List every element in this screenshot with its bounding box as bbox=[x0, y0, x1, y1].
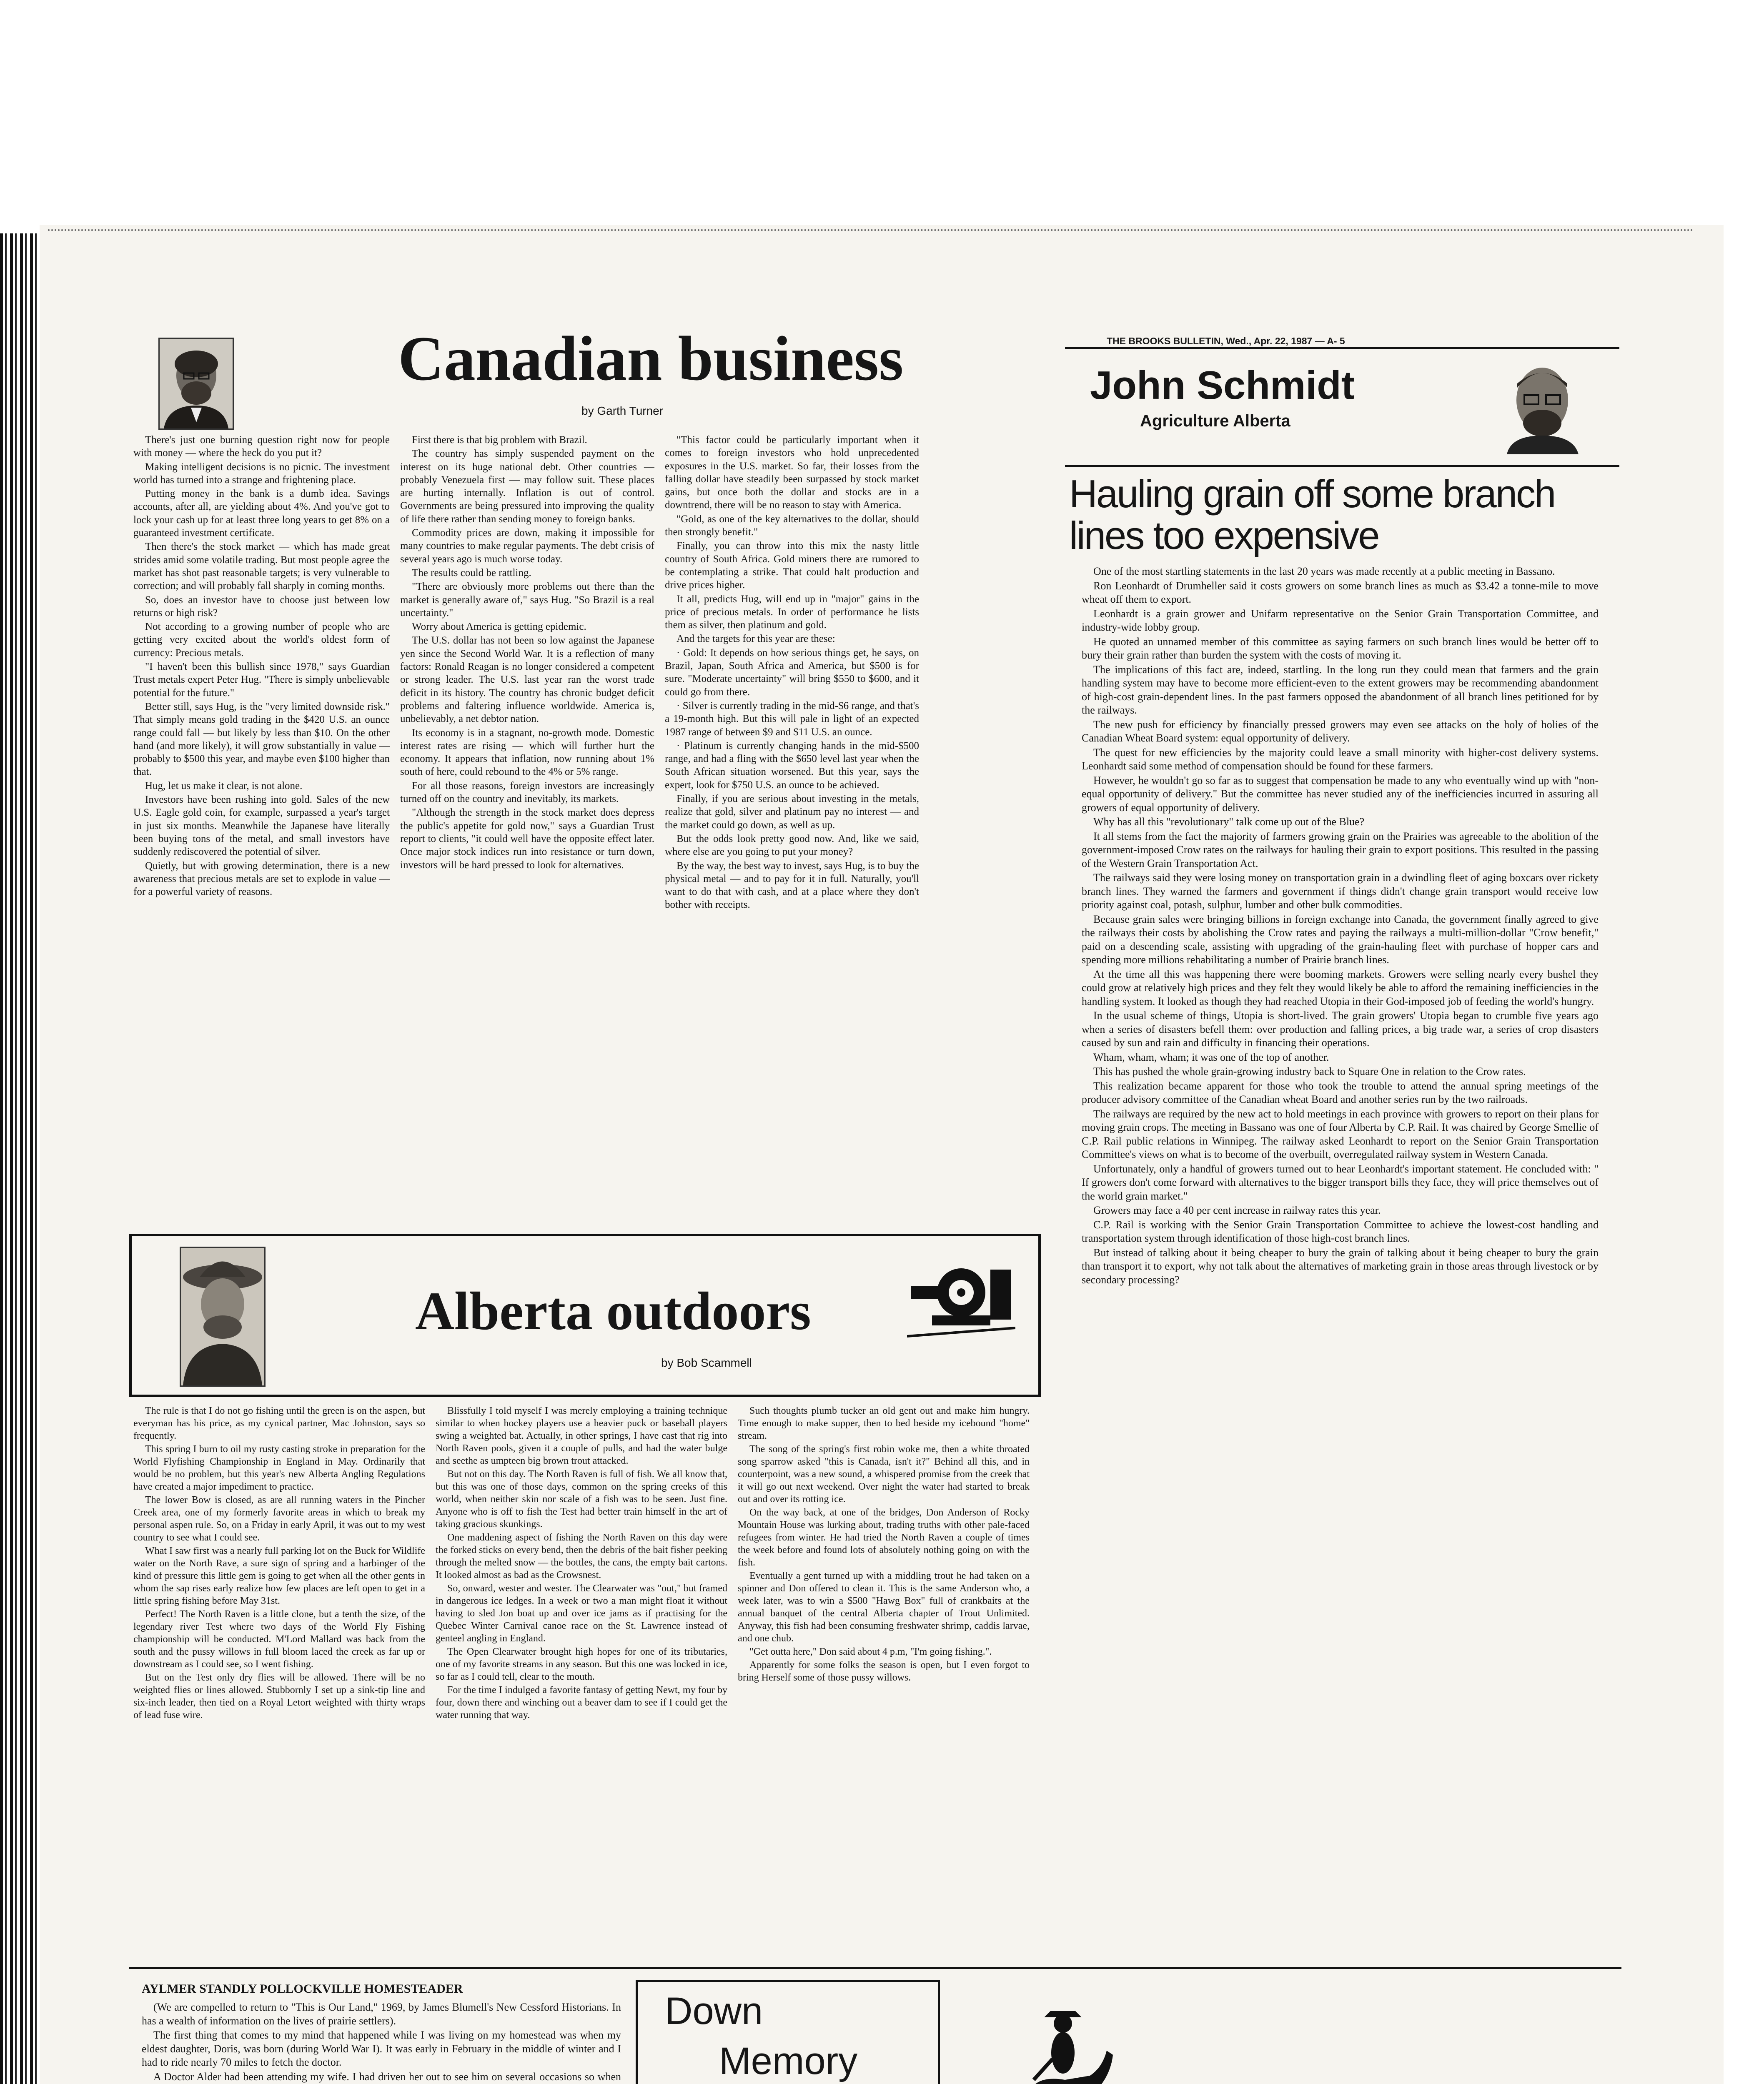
logo-word-down: Down bbox=[665, 1990, 763, 2032]
column-subtitle-agriculture-alberta: Agriculture Alberta bbox=[1140, 412, 1290, 430]
paragraph: But instead of talking about it being cheaper to bury the grain of talking about it being cheaper to bury the grain than transport it to export, why not talk about the alternatives of marketing grain in those areas through livestock or by secondary processing? bbox=[1082, 1246, 1599, 1286]
paragraph: The country has simply suspended payment on the interest on its huge national debt. Other countries — probably Venezuela first — may follow suit. These places are hurting internally. Inflation is out of control. Governments are being pressured into improving the quality of life there rather than sending money to foreign banks. bbox=[400, 448, 654, 525]
paragraph: Apparently for some folks the season is open, but I even forgot to bring Herself some of those pussy willows. bbox=[738, 1660, 1030, 1683]
paragraph: The rule is that I do not go fishing until the green is on the aspen, but everyman has his price, as my cynical partner, Mac Johnston, says so frequently. bbox=[133, 1405, 425, 1441]
paragraph: Its economy is in a stagnant, no-growth mode. Domestic interest rates are rising — which will further hurt the economy. It appears that inflation, now running about 1% south of here, could rebound to the 4% or 5% range. bbox=[400, 727, 654, 778]
logo-word-memory: Memory bbox=[719, 2040, 858, 2082]
paragraph: Because grain sales were bringing billions in foreign exchange into Canada, the government finally agreed to give the railways their costs by abolishing the Crow rates and paying the railways a multi-million-dollar "Crow benefit," paid on a descending scale, assisting with upgrading of the grain-hauling fleet with purchase of hopper cars and spending more millions rehabilitating a number of Prairie branch lines. bbox=[1082, 913, 1599, 966]
paragraph: There's just one burning question right now for people with money — where the heck do you put it? bbox=[133, 434, 390, 459]
paragraph: Worry about America is getting epidemic. bbox=[412, 621, 586, 633]
business-column-3 bbox=[665, 433, 919, 1305]
paragraph: By the way, the best way to invest, says Hug, is to buy the physical metal — and to pay for it in full. Naturally, you'll want to do that with cash, and at a place where they don't bother with receipts. bbox=[665, 860, 919, 911]
paragraph: A Doctor Alder had been attending my wife. I had driven her out to see him on several occasions so when bbox=[153, 2070, 621, 2083]
schmidt-column bbox=[1082, 565, 1599, 2024]
outdoors-column-2 bbox=[436, 1405, 727, 1959]
headline-alberta-outdoors: Alberta outdoors bbox=[415, 1281, 811, 1341]
paragraph: The railways said they were losing money on transportation grain in a dwindling fleet of aging boxcars over rickety branch lines. They warned the farmers and government if things didn't change grain transport would receive low priority against coal, potash, sulphur, lumber and other bulk commodities. bbox=[1082, 872, 1599, 911]
paragraph: "There are obviously more problems out there than the market is generally aware of," says Hug. "So Brazil is a real uncertainty." bbox=[400, 581, 654, 619]
columnist-photo-john-schmidt bbox=[1498, 358, 1586, 454]
paragraph: Eventually a gent turned up with a middling trout he had taken on a spinner and Don offered to clean it. This is the same Anderson who, a week later, was to win a $500 "Hawg Box" full of crankbaits at the annual banquet of the central Alberta chapter of Trout Unlimited. Anyway, this fish had been consuming freshwater shrimp, caddis larvae, and one chub. bbox=[738, 1571, 1030, 1644]
business-column-2 bbox=[400, 433, 654, 1305]
paragraph: So, onward, wester and wester. The Clearwater was "out," but framed in dangerous ice ledges. In a week or two a man might float it without having to sled Jon boat up and over ice jams as if practising for the Quebec Winter Carnival canoe race on the St. Lawrence instead of genteel angling in England. bbox=[436, 1583, 727, 1644]
section-rule bbox=[129, 1967, 1621, 1969]
paragraph: This realization became apparent for those who took the trouble to attend the annual spring meetings of the producer advisory committee of the Canadian wheat Board and another series run by the two railroads. bbox=[1082, 1080, 1599, 1105]
columnist-photo-bob-scammell bbox=[180, 1247, 266, 1387]
paragraph: And the targets for this year are these: bbox=[677, 633, 835, 645]
paragraph: The quest for new efficiencies by the majority could leave a small minority with higher-cost delivery systems. Leonhardt said some method of compensation should be found for these farmers. bbox=[1082, 746, 1599, 772]
paragraph: The railways are required by the new act to hold meetings in each province with growers to report on their plans for moving grain crops. The meeting in Bassano was one of four Alberta by C.P. Rail. It was chaired by George Smellie of C.P. Rail public relations in Winnipeg. The railway asked Leonhardt to report on the Senior Grain Transportation Committee's views on what is to become of the overbuilt, overregulated railway system in Western Canada. bbox=[1082, 1107, 1599, 1160]
paragraph: First there is that big problem with Brazil. bbox=[412, 434, 587, 446]
top-fold-line bbox=[48, 229, 1694, 231]
horse-rider-illustration bbox=[994, 1984, 1119, 2084]
paragraph: In the usual scheme of things, Utopia is short-lived. The grain growers' Utopia began to crumble five years ago when a series of disasters befell them: over production and falling prices, a big trade war, a series of crop disasters caused by sun and rain and difficulty in financing their operations. bbox=[1082, 1009, 1599, 1049]
paragraph: The U.S. dollar has not been so low against the Japanese yen since the Second World War. It is a reflection of many factors: Ronald Reagan is no longer considered a competent or strong leader. The U.S. last year ran the worst trade deficit in its history. The country has chronic budget deficit problems and faltering influence worldwide. America is, unbelievably, a net debtor nation. bbox=[400, 635, 654, 725]
paragraph: Not according to a growing number of people who are getting very excited about the world's oldest form of currency: Precious metals. bbox=[133, 621, 390, 659]
columnist-photo-garth-turner bbox=[158, 338, 234, 430]
paragraph: The results could be rattling. bbox=[412, 567, 531, 579]
schmidt-header-rule bbox=[1065, 465, 1619, 467]
down-memory-lane-logo bbox=[636, 1980, 1153, 2084]
horse-rider-icon bbox=[994, 1984, 1119, 2084]
paragraph: One of the most startling statements in the last 20 years was made recently at a public meeting in Bassano. bbox=[1093, 565, 1555, 577]
paragraph: Growers may face a 40 per cent increase in railway rates this year. bbox=[1093, 1204, 1381, 1216]
paragraph: Why has all this "revolutionary" talk come up out of the Blue? bbox=[1093, 816, 1365, 828]
paragraph: Quietly, but with growing determination, there is a new awareness that precious metals are set to explode in value — for a powerful variety of reasons. bbox=[133, 860, 390, 898]
paragraph: The implications of this fact are, indeed, startling. In the long run they could mean that farmers and the grain handling system may have to become more efficient-even to the extent growers may be recommending abandonment of high-cost grain-dependent lines. In the past farmers opposed the abandonment of all branch lines petitioned for by the railways. bbox=[1082, 663, 1599, 716]
paragraph: Investors have been rushing into gold. Sales of the new U.S. Eagle gold coin, for example, surpassed a year's target in just six months. Meanwhile the Japanese have literally been buying tons of the metal, and small investors have suddenly rediscovered the potential of silver. bbox=[133, 794, 390, 858]
paragraph: Making intelligent decisions is no picnic. The investment world has turned into a strange and frightening place. bbox=[133, 461, 390, 486]
paragraph: Such thoughts plumb tucker an old gent out and make him hungry. Time enough to make supper, then to bed beside my icebound "home" stream. bbox=[738, 1405, 1030, 1441]
page-folio: THE BROOKS BULLETIN, Wed., Apr. 22, 1987 — A- 5 bbox=[1107, 336, 1345, 346]
portrait-image bbox=[1498, 358, 1586, 454]
portrait-image bbox=[181, 1248, 264, 1385]
paragraph: The first thing that comes to my mind that happened while I was living on my homestead was when my eldest daughter, Doris, was born (during World War I). It was early in February in the middle of winter and I had to ride nearly 70 miles to fetch the doctor. bbox=[142, 2029, 621, 2068]
paragraph: For the time I indulged a favorite fantasy of getting Newt, my four by four, down there and winching out a beaver dam to see if I could get the water running that way. bbox=[436, 1685, 727, 1721]
paragraph: C.P. Rail is working with the Senior Grain Transportation Committee to achieve the lowest-cost handling and transportation system through identification of those high-cost branch lines. bbox=[1082, 1218, 1599, 1244]
paragraph: · Gold: It depends on how serious things get, he says, on Brazil, Japan, South Africa and America, but $500 is for sure. "Moderate uncertainty" will bring $550 to $600, and it could go from there. bbox=[665, 647, 919, 698]
paragraph: However, he wouldn't go so far as to suggest that compensation be made to any who eventually wind up with "non-equal opportunity of delivery." But the committee has never studied any of the inefficiencies incurred in assuring all growers of equal opportunity of delivery. bbox=[1082, 774, 1599, 814]
paragraph: Commodity prices are down, making it impossible for many countries to make regular payments. The debt crisis of several years ago is much worse today. bbox=[400, 527, 654, 565]
folio-rule bbox=[1065, 347, 1619, 349]
paragraph: Wham, wham, wham; it was one of the top of another. bbox=[1093, 1051, 1329, 1063]
business-column-1 bbox=[133, 433, 390, 1305]
fishing-reel-illustration bbox=[907, 1253, 1015, 1349]
paragraph: Finally, you can throw into this mix the nasty little country of South Africa. Gold miners there are rumored to be contemplating a strike. That could halt production and drive prices higher. bbox=[665, 540, 919, 591]
newspaper-page bbox=[40, 225, 1724, 2084]
paragraph: For all those reasons, foreign investors are increasingly turned off on the country and inevitably, its markets. bbox=[400, 780, 654, 805]
reel-icon bbox=[907, 1253, 1015, 1349]
paragraph: The Open Clearwater brought high hopes for one of its tributaries, one of my favorite streams in any season. But this one was locked in ice, so far as I could tell, clear to the mouth. bbox=[436, 1646, 727, 1682]
paragraph: One maddening aspect of fishing the North Raven on this day were the forked sticks on every bend, then the debris of the bait fisher peeking through the melted snow — the bottles, the cans, the empty bait cartons. It looked almost as bad as the Crowsnest. bbox=[436, 1532, 727, 1581]
paragraph: "Although the strength in the stock market does depress the public's appetite for gold now," says a Guardian Trust report to clients, "it could well have the opposite effect later. Once major stock indices run into resistance or turn down, investors will be hard pressed to look for alternatives. bbox=[400, 807, 654, 871]
paragraph: "Get outta here," Don said about 4 p.m, "I'm going fishing.". bbox=[749, 1646, 992, 1657]
columnist-name-john-schmidt: John Schmidt bbox=[1090, 363, 1355, 408]
paragraph: Ron Leonhardt of Drumheller said it costs growers on some branch lines as much as $3.42 a tonne-mile to move wheat off them to export. bbox=[1082, 579, 1599, 605]
paragraph: This spring I burn to oil my rusty casting stroke in preparation for the World Flyfishing Championship in England in May. Ordinarily that would be no problem, but this year's new Alberta Angling Regulations have created a major impediment to practice. bbox=[133, 1444, 425, 1492]
paragraph: This has pushed the whole grain-growing industry back to Square One in relation to the Crow rates. bbox=[1093, 1065, 1526, 1077]
paragraph: Blissfully I told myself I was merely employing a training technique similar to when hockey players use a heavier puck or baseball players swing a weighted bat. Actually, in other springs, I have cast that rig into North Raven pools, given it a couple of pulls, and had the water bulge and seethe as umpteen big brown trout attacked. bbox=[436, 1405, 727, 1466]
headline-hauling-grain: Hauling grain off some branch lines too expensive bbox=[1069, 472, 1555, 557]
paragraph: Then there's the stock market — which has made great strides amid some volatile trading. But most people agree the market has shot past reasonable targets; is very vulnerable to correction; and will probably fall sharply in coming months. bbox=[133, 541, 390, 592]
paragraph: He quoted an unnamed member of this committee as saying farmers on such branch lines would be better off to bury their grain rather than burden the system with the costs of moving it. bbox=[1082, 635, 1599, 661]
paragraph: Leonhardt is a grain grower and Unifarm representative on the Senior Grain Transportation Committee, and industry-wide lobby group. bbox=[1082, 607, 1599, 633]
paragraph: · Platinum is currently changing hands in the mid-$500 range, and had a fling with the $650 level last year when the South African situation worsened. But this year, says the expert, look for $750 U.S. an ounce to be achieved. bbox=[665, 740, 919, 791]
paragraph: (We are compelled to return to "This is Our Land," 1969, by James Blumell's New Cessford Historians. In has a wealth of information on the lives of prairie settlers). bbox=[142, 2001, 621, 2027]
outdoors-column-3 bbox=[738, 1405, 1030, 1959]
paragraph: Finally, if you are serious about investing in the metals, realize that gold, silver and platinum pay no interest — and the market could go down, as well as up. bbox=[665, 793, 919, 831]
paragraph: Better still, says Hug, is the "very limited downside risk." That simply means gold trading in the $420 U.S. an ounce range could fall — but likely by less than $10. On the other hand (and more likely), it will grow substantially in value — probably to $500 this year, and maybe even $100 higher than that. bbox=[133, 701, 390, 778]
paragraph: But not on this day. The North Raven is full of fish. We all know that, but this was one of those days, common on the spring creeks of this world, when neither skin nor scale of a fish was to be seen. Just fine. Anyone who is off to fish the Test had better train himself in the art of taking gracious skunkings. bbox=[436, 1469, 727, 1530]
byline-bob-scammell: by Bob Scammell bbox=[661, 1356, 752, 1369]
paragraph: The new push for efficiency by financially pressed growers may even see attacks on the holy of holies of the Canadian Wheat Board system: equal opportunity of delivery. bbox=[1082, 718, 1599, 744]
paragraph: The lower Bow is closed, as are all running waters in the Pincher Creek area, one of my formerly favorite areas in which to break my personal aspen rule. So, on a Friday in early April, it was out to my west country to see what I could see. bbox=[133, 1495, 425, 1543]
paragraph: The song of the spring's first robin woke me, then a white throated song sparrow asked "this is Canada, isn't it?" Behind all this, and in counterpoint, was a new sound, a whispered promise from the creek that it will go out next weekend. Over night the water had started to break out and over its rotting ice. bbox=[738, 1444, 1030, 1505]
memory-lane-heading: AYLMER STANDLY POLLOCKVILLE HOMESTEADER bbox=[142, 1982, 463, 1996]
paragraph: But the odds look pretty good now. And, like we said, where else are you going to put your money? bbox=[665, 833, 919, 858]
paragraph: At the time all this was happening there were booming markets. Growers were selling nearly every bushel they could grow at relatively high prices and they felt they would likely be able to afford the remaining inefficiencies in the handling system. It looked as though they had reached Utopia in their God-imposed job of feeding the world's hungry. bbox=[1082, 968, 1599, 1007]
paragraph: But on the Test only dry flies will be allowed. There will be no weighted flies or lines allowed. Stubbornly I set up a sink-tip line and six-inch leader, then tied on a Royal Letort weighted with thirty wraps of lead fuse wire. bbox=[133, 1672, 425, 1721]
paragraph: What I saw first was a nearly full parking lot on the Buck for Wildlife water on the North Rave, a sure sign of spring and a harbinger of the kind of pressure this little gem is going to get when all the other gents in whom the sap rises early realize how few places are left open to get in a little spring fishing before May 31st. bbox=[133, 1545, 425, 1606]
memory-lane-column-1 bbox=[142, 2001, 621, 2084]
alberta-outdoors-banner bbox=[129, 1234, 1041, 1397]
page-binding-edge bbox=[0, 233, 37, 2084]
paragraph: On the way back, at one of the bridges, Don Anderson of Rocky Mountain House was lurking about, trading truths with other pale-faced refugees from winter. He had tried the North Raven a couple of times the week before and found lots of absolutely nothing going on with the fish. bbox=[738, 1507, 1030, 1568]
paragraph: It all stems from the fact the majority of farmers growing grain on the Prairies was agreeable to the abolition of the government-imposed Crow rates on the railways for hauling their grain to export positions. This resulted in the passing of the Western Grain Transportation Act. bbox=[1082, 830, 1599, 869]
paragraph: It all, predicts Hug, will end up in "major" gains in the price of precious metals. In order of performance he lists them as silver, then platinum and gold. bbox=[665, 593, 919, 631]
portrait-image bbox=[160, 339, 233, 428]
paragraph: · Silver is currently trading in the mid-$6 range, and that's a 19-month high. But this will pale in light of an expected 1987 range of between $9 and $11 U.S. an ounce. bbox=[665, 700, 919, 738]
paragraph: Putting money in the bank is a dumb idea. Savings accounts, after all, are yielding about 4%. And you've got to lock your cash up for at least three long years to get 8% on a guaranteed investment certificate. bbox=[133, 488, 390, 539]
outdoors-column-1 bbox=[133, 1405, 425, 1959]
byline-garth-turner: by Garth Turner bbox=[581, 404, 664, 417]
headline-canadian-business: Canadian business bbox=[398, 323, 904, 393]
paragraph: Perfect! The North Raven is a little clone, but a tenth the size, of the legendary river Test where two days of the World Fly Fishing championship will be conducted. M'Lord Mallard was back from the south and the pussy willows in full bloom laced the creek as far up or downstream as I could see, so I went fishing. bbox=[133, 1609, 425, 1670]
paragraph: Hug, let us make it clear, is not alone. bbox=[145, 780, 303, 792]
paragraph: "Gold, as one of the key alternatives to the dollar, should then strongly benefit." bbox=[665, 513, 919, 538]
paragraph: Unfortunately, only a handful of growers turned out to hear Leonhardt's important statement. He concluded with: " If growers don't come forward with alternatives to the bigger transport bills they face, they will price themselves out of the world grain market." bbox=[1082, 1162, 1599, 1202]
paragraph: So, does an investor have to choose just between low returns or high risk? bbox=[133, 594, 390, 619]
paragraph: "This factor could be particularly important when it comes to foreign investors who hold unprecedented exposures in the U.S. market. So far, their losses from the falling dollar have steadily been surpassed by stock market gains, but once both the dollar and stocks are in a downtrend, there will be no reason to stay with America. bbox=[665, 434, 919, 511]
paragraph: "I haven't been this bullish since 1978," says Guardian Trust metals expert Peter Hug. "There is simply unbelievable potential for the future." bbox=[133, 661, 390, 699]
